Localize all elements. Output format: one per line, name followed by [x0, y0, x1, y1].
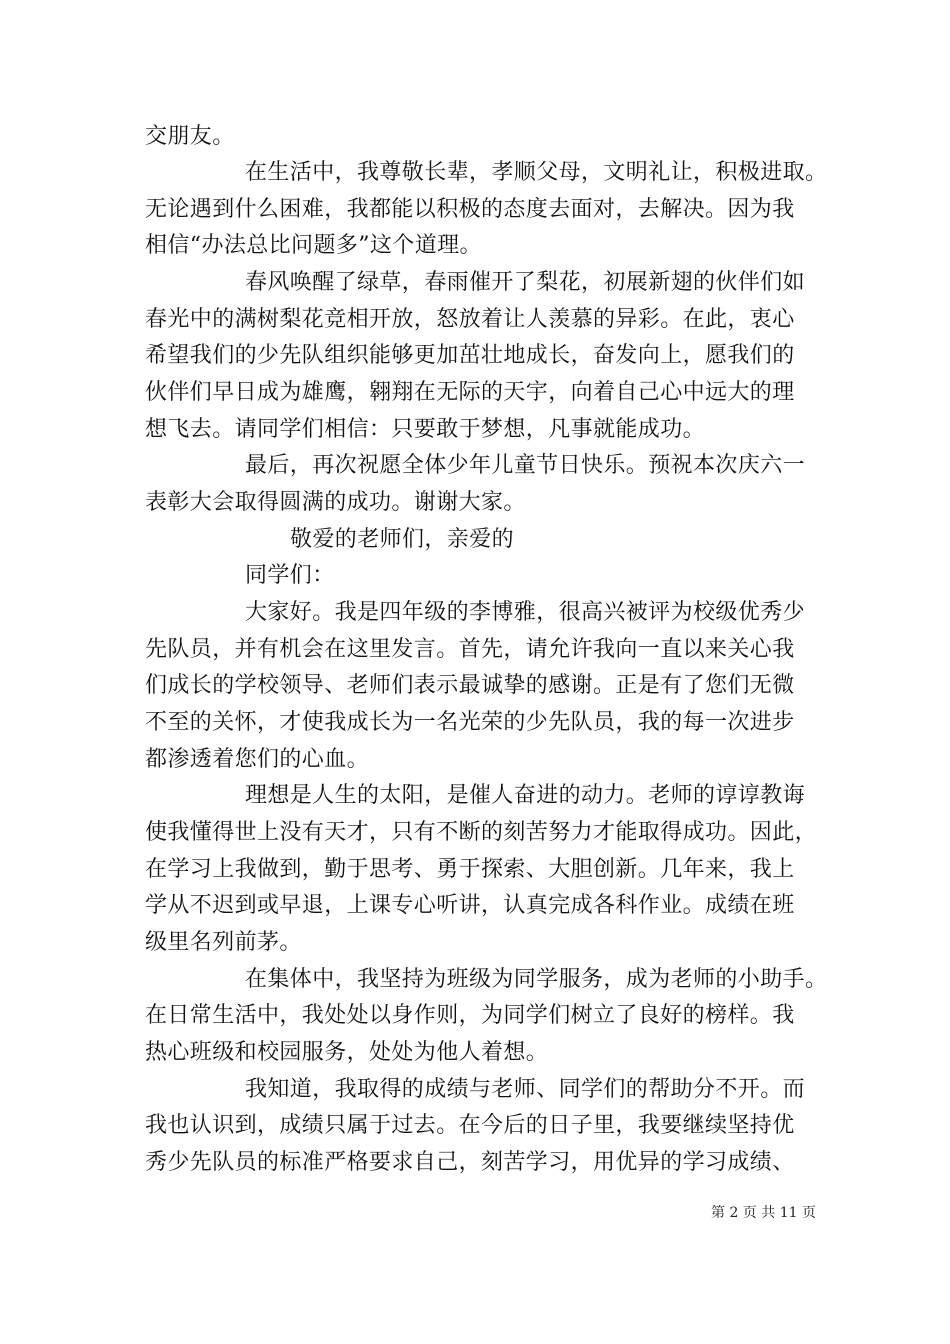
text-line: 在生活中，我尊敬长辈，孝顺父母，文明礼让，积极进取。	[245, 160, 828, 185]
text-line: 们成长的学校领导、老师们表示最诚挚的感谢。正是有了您们无微	[145, 673, 795, 698]
text-line: 学从不迟到或早退，上课专心听讲，认真完成各科作业。成绩在班	[145, 893, 795, 918]
text-line: 交朋友。	[145, 124, 235, 149]
page-number-footer: 第 2 页 共 11 页	[711, 1205, 816, 1221]
text-line: 理想是人生的太阳，是催人奋进的动力。老师的谆谆教诲	[245, 783, 806, 808]
text-line: 无论遇到什么困难，我都能以积极的态度去面对，去解决。因为我	[145, 197, 795, 222]
salutation-line: 同学们：	[245, 563, 335, 588]
text-line: 热心班级和校园服务，处处为他人着想。	[145, 1040, 549, 1065]
text-line: 先队员，并有机会在这里发言。首先，请允许我向一直以来关心我	[145, 637, 795, 662]
text-line: 春光中的满树梨花竞相开放，怒放着让人羡慕的异彩。在此，衷心	[145, 307, 795, 332]
text-line: 在学习上我做到，勤于思考、勇于探索、大胆创新。几年来，我上	[145, 857, 795, 882]
salutation-line: 敬爱的老师们，亲爱的	[290, 527, 515, 552]
text-line: 相信“办法总比问题多”这个道理。	[145, 233, 482, 258]
text-line: 在集体中，我坚持为班级为同学服务，成为老师的小助手。	[245, 967, 828, 992]
text-line: 表彰大会取得圆满的成功。谢谢大家。	[145, 490, 526, 515]
text-line: 级里名列前茅。	[145, 930, 302, 955]
text-line: 希望我们的少先队组织能够更加茁壮地成长，奋发向上，愿我们的	[145, 343, 795, 368]
text-line: 春风唤醒了绿草，春雨催开了梨花，初展新翅的伙伴们如	[245, 270, 806, 295]
text-line: 最后，再次祝愿全体少年儿童节日快乐。预祝本次庆六一	[245, 453, 806, 478]
text-line: 我也认识到，成绩只属于过去。在今后的日子里，我要继续坚持优	[145, 1113, 795, 1138]
text-line: 大家好。我是四年级的李博雅，很高兴被评为校级优秀少	[245, 600, 806, 625]
text-line: 想飞去。请同学们相信：只要敢于梦想，凡事就能成功。	[145, 417, 706, 442]
text-line: 我知道，我取得的成绩与老师、同学们的帮助分不开。而	[245, 1077, 806, 1102]
text-line: 伙伴们早日成为雄鹰，翱翔在无际的天宇，向着自己心中远大的理	[145, 380, 795, 405]
text-line: 不至的关怀，才使我成长为一名光荣的少先队员，我的每一次进步	[145, 710, 795, 735]
text-line: 都渗透着您们的心血。	[145, 747, 370, 772]
text-line: 使我懂得世上没有天才，只有不断的刻苦努力才能取得成功。因此，	[145, 820, 818, 845]
text-line: 在日常生活中，我处处以身作则，为同学们树立了良好的榜样。我	[145, 1003, 795, 1028]
text-line: 秀少先队员的标准严格要求自己，刻苦学习，用优异的学习成绩、	[145, 1150, 795, 1175]
